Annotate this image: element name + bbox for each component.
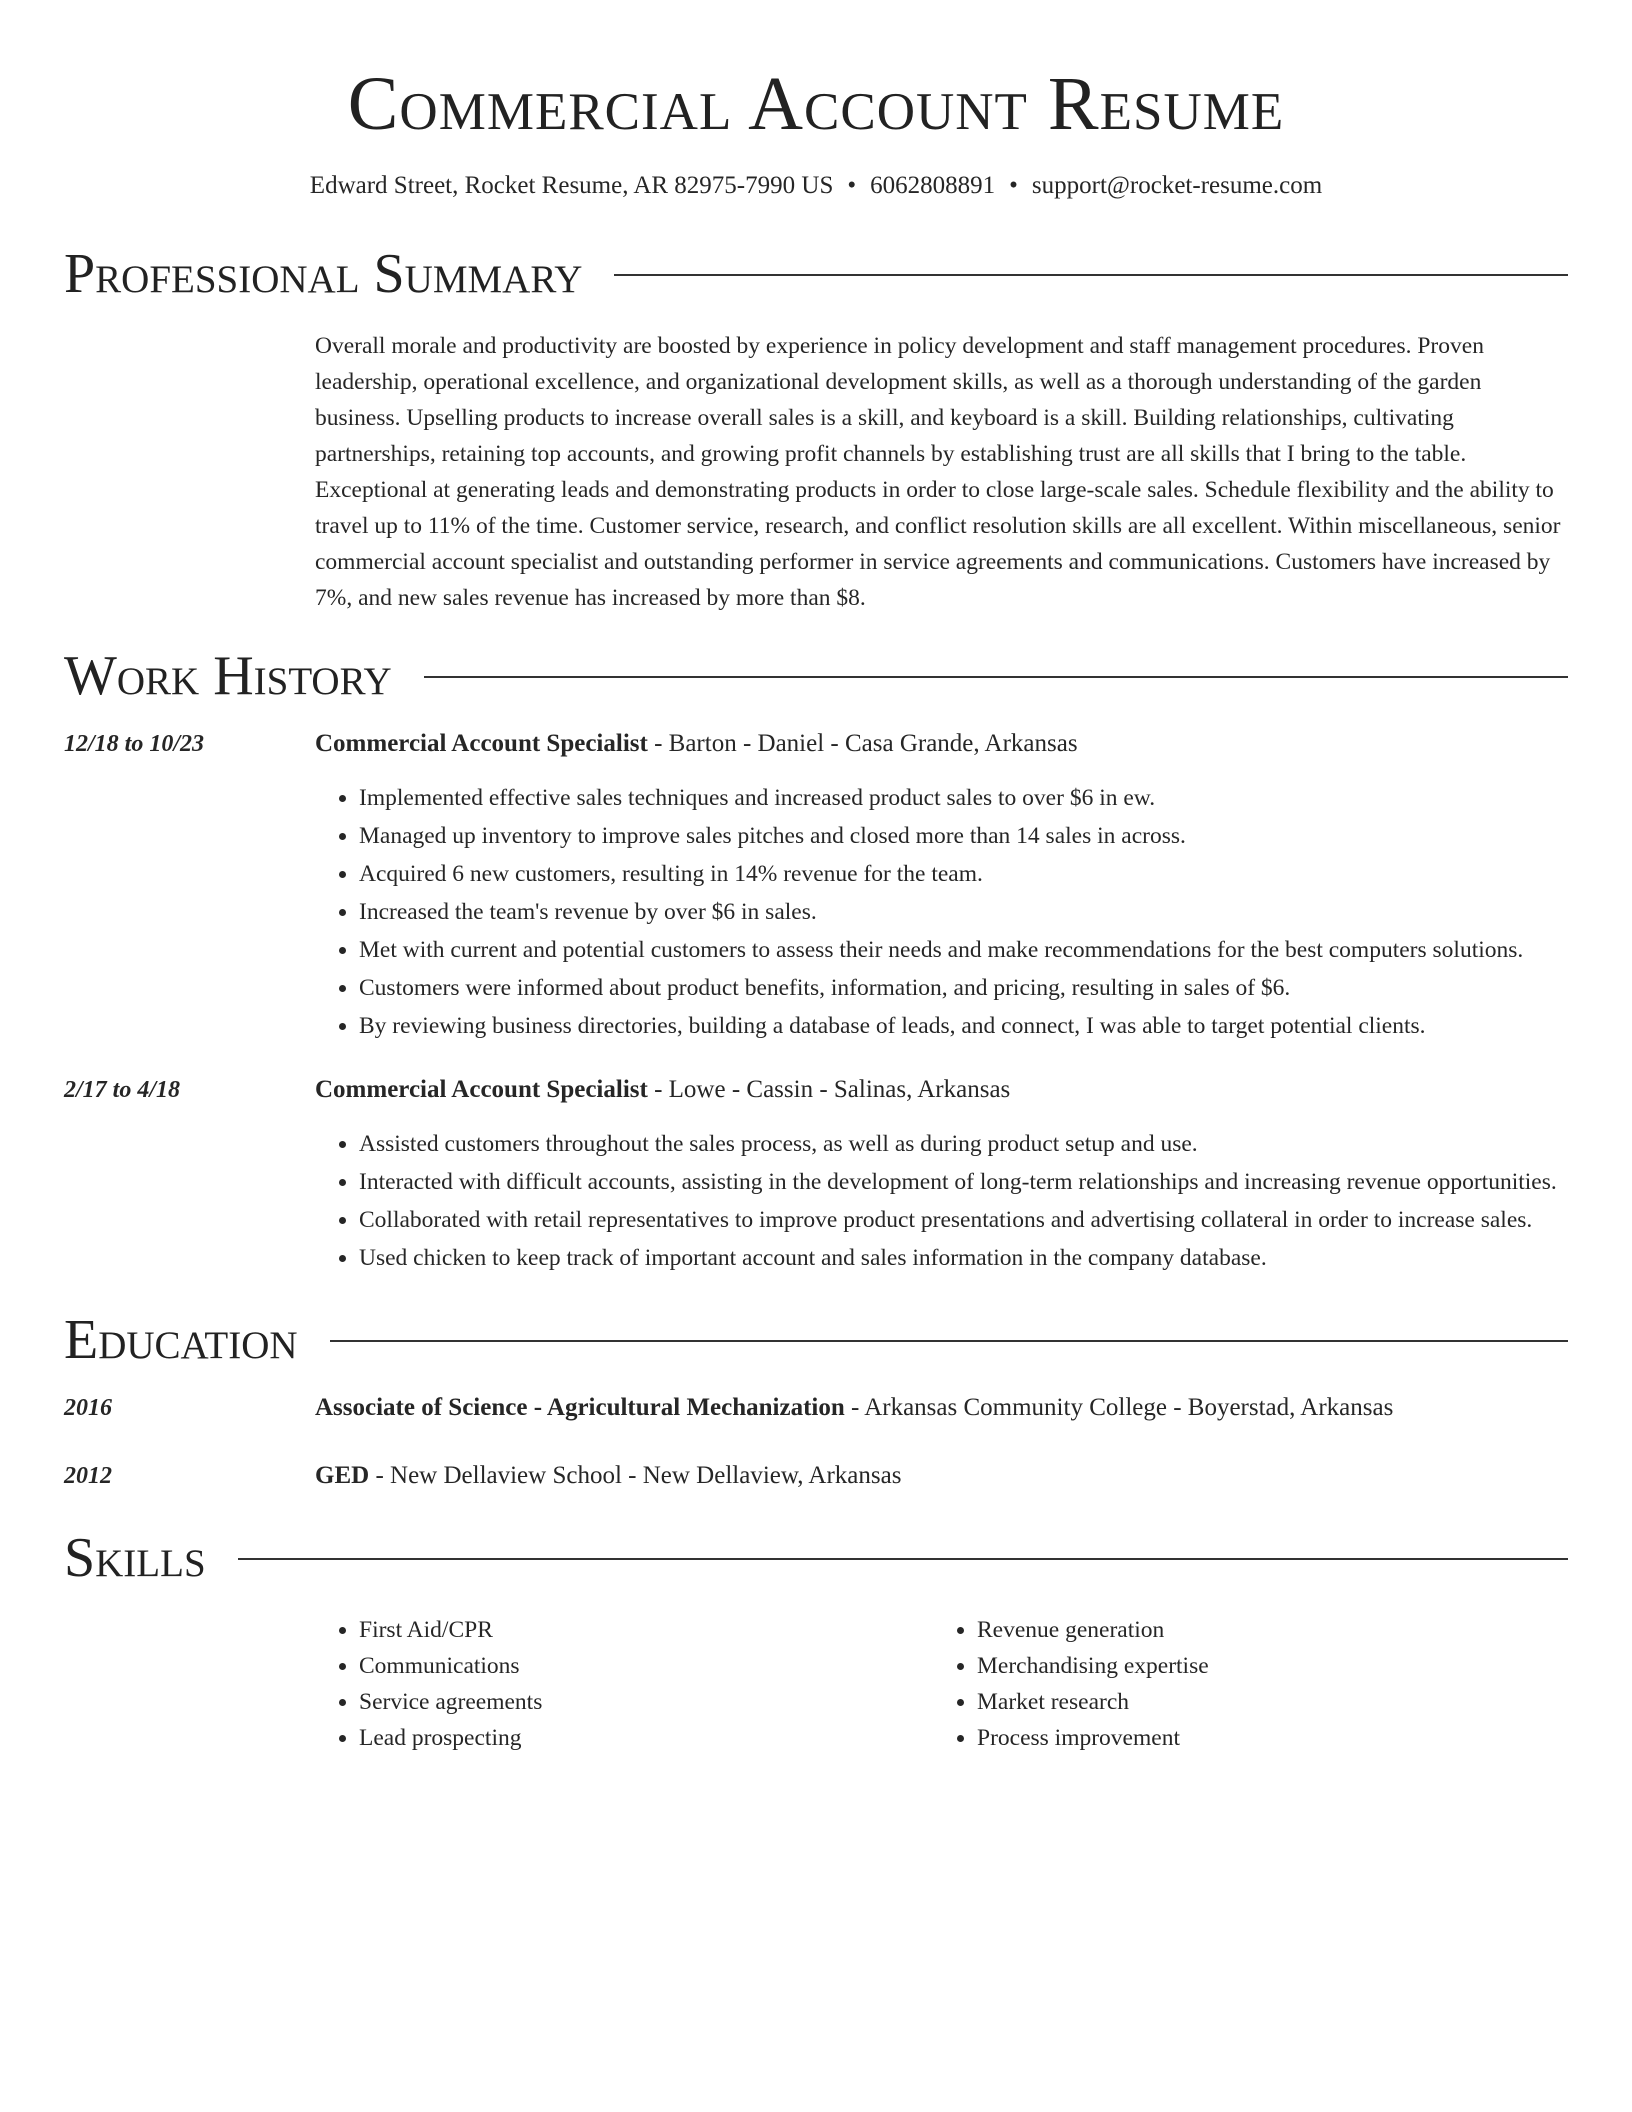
education-heading: Education (64, 1309, 298, 1371)
education-school: - Arkansas Community College - Boyerstad, Arkansas (844, 1394, 1394, 1421)
skill-item: • Revenue generation (977, 1612, 1551, 1648)
skills-section-header (64, 1526, 1568, 1590)
work-section-header (64, 644, 1568, 708)
education-year: 2016 (64, 1395, 112, 1421)
job-bullets (315, 1126, 1568, 1276)
job-bullet: • Met with current and potential customers to assess their needs and make recommendations for the best computers solutions. (359, 932, 1568, 968)
section-divider (614, 274, 1568, 276)
education-entry (64, 1390, 1568, 1426)
skill-item: • Service agreements (359, 1684, 933, 1720)
work-history-list (64, 726, 1568, 1278)
education-list (64, 1390, 1568, 1494)
job-entry (64, 726, 1568, 1046)
section-divider (330, 1340, 1568, 1342)
job-title: Commercial Account Specialist (315, 730, 648, 757)
job-bullets (315, 780, 1568, 1044)
contact-separator: • (1009, 172, 1018, 199)
skills-column-right (933, 1612, 1551, 1756)
skills-row (64, 1612, 1568, 1756)
summary-heading: Professional Summary (64, 243, 583, 305)
job-bullet: • Interacted with difficult accounts, assisting in the development of long-term relationships and increasing revenue opportunities. (359, 1164, 1568, 1200)
contact-email: support@rocket-resume.com (1031, 172, 1323, 199)
job-bullet: • Used chicken to keep track of important account and sales information in the company database. (359, 1240, 1568, 1276)
skill-item: • Lead prospecting (359, 1720, 933, 1756)
skill-item: • Process improvement (977, 1720, 1551, 1756)
job-bullet: • Assisted customers throughout the sales process, as well as during product setup and use. (359, 1126, 1568, 1162)
education-degree: GED (315, 1462, 370, 1489)
job-bullet: • By reviewing business directories, building a database of leads, and connect, I was able to target potential clients. (359, 1008, 1568, 1044)
job-heading (315, 1072, 1568, 1108)
summary-section-header (64, 242, 1568, 306)
resume-page (64, 0, 1568, 1756)
skills-column-left (315, 1612, 933, 1756)
work-heading: Work History (64, 645, 392, 707)
contact-separator: • (847, 172, 857, 199)
education-degree: Associate of Science - Agricultural Mechanization (315, 1394, 845, 1421)
contact-phone: 6062808891 (870, 172, 996, 199)
job-dates: 2/17 to 4/18 (64, 1077, 181, 1103)
education-section-header (64, 1308, 1568, 1372)
education-year: 2012 (64, 1463, 112, 1489)
skills-heading: Skills (64, 1527, 206, 1589)
contact-address: Edward Street, Rocket Resume, AR 82975-7990 US (309, 172, 834, 199)
summary-row (64, 328, 1568, 616)
job-company-location: - Barton - Daniel - Casa Grande, Arkansas (647, 730, 1078, 757)
skill-item: • First Aid/CPR (359, 1612, 933, 1648)
skill-item: • Communications (359, 1648, 933, 1684)
job-dates: 12/18 to 10/23 (64, 731, 205, 757)
education-school: - New Dellaview School - New Dellaview, Arkansas (369, 1462, 902, 1489)
job-bullet: • Implemented effective sales techniques and increased product sales to over $6 in ew. (359, 780, 1568, 816)
job-heading (315, 726, 1568, 762)
job-bullet: • Increased the team's revenue by over $6 in sales. (359, 894, 1568, 930)
job-title: Commercial Account Specialist (315, 1076, 648, 1103)
job-bullet: • Managed up inventory to improve sales pitches and closed more than 14 sales in across. (359, 818, 1568, 854)
job-bullet: • Customers were informed about product benefits, information, and pricing, resulting in sales of $6. (359, 970, 1568, 1006)
skill-item: • Merchandising expertise (977, 1648, 1551, 1684)
skill-item: • Market research (977, 1684, 1551, 1720)
job-bullet: • Collaborated with retail representatives to improve product presentations and advertising collateral in order to increase sales. (359, 1202, 1568, 1238)
resume-title: Commercial Account Resume (347, 62, 1285, 146)
section-divider (424, 676, 1568, 678)
job-bullet: • Acquired 6 new customers, resulting in 14% revenue for the team. (359, 856, 1568, 892)
section-divider (238, 1558, 1568, 1560)
summary-text: Overall morale and productivity are boosted by experience in policy development and staff management procedures. Proven leadership, operational excellence, and organizational development skills, as well as a thorough understanding of the garden business. Upselling products to increase overall sales is a skill, and keyboard is a skill. Building relationships, cultivating partnerships, retaining top accounts, and growing profit channels by establishing trust are all skills that I bring to the table. Exceptional at generating leads and demonstrating products in order to close large-scale sales. Schedule flexibility and the ability to travel up to 11% of the time. Customer service, research, and conflict resolution skills are all excellent. Within miscellaneous, senior commercial account specialist and outstanding performer in service agreements and communications. Customers have increased by 7%, and new sales revenue has increased by more than $8. (315, 333, 1561, 611)
job-entry (64, 1072, 1568, 1278)
education-entry (64, 1458, 1568, 1494)
job-company-location: - Lowe - Cassin - Salinas, Arkansas (647, 1076, 1011, 1103)
contact-line (64, 170, 1568, 202)
